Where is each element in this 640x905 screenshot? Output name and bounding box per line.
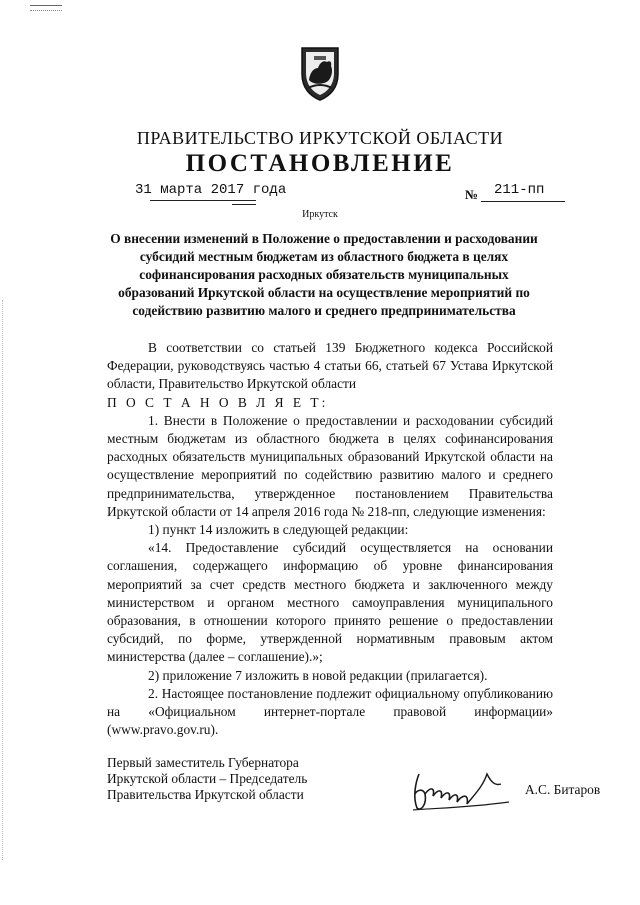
position-line-2: Иркутской области – Председатель <box>107 771 308 786</box>
body-paragraph-preamble: В соответствии со статьей 139 Бюджетного кодекса Российской Федерации, руководствуясь частью 4 статьи 66, статьей 67 Устава Иркутской области, Правительство Иркутской области <box>107 340 553 392</box>
body-paragraph-subitem-2: 2) приложение 7 изложить в новой редакции (прилагается). <box>148 667 488 683</box>
body-paragraph-item-1: 1. Внести в Положение о предоставлении и расходовании субсидий местным бюджетам из областного бюджета в целях софинансирования расходных обязательств муниципальных образований Иркутской области на осуществление мероприятий по содействию развитию малого и среднего предпринимательства, утвержденное постановлением Правительства Иркутской области от 14 апреля 2016 года № 218-пп, следующие изменения: <box>107 412 553 519</box>
position-line-1: Первый заместитель Губернатора <box>107 755 299 770</box>
position-line-3: Правительства Иркутской области <box>107 787 304 802</box>
body-paragraph-item-2: 2. Настоящее постановление подлежит официальному опубликованию на «Официальном интернет-портале правовой информации» (www.pravo.gov.ru). <box>107 685 553 738</box>
decree-word: П О С Т А Н О В Л Я Е Т: <box>107 394 329 410</box>
document-city: Иркутск <box>302 209 338 220</box>
signatory-name: А.С. Битаров <box>525 782 601 797</box>
number-underline <box>481 201 565 202</box>
coat-of-arms-icon <box>296 44 344 102</box>
body-paragraph-quoted-point: «14. Предоставление субсидий осуществляется на основании соглашения, содержащего информацию об уровне финансирования мероприятий за счет средств местного бюджета и заключенного между министерством и органом местного самоуправления муниципального образования, в отношении которого принято решение о предоставлении субсидий, по форме, утвержденной нормативным правовым актом министерства (далее – соглашение).»; <box>107 540 553 665</box>
date-underline <box>150 200 256 201</box>
date-underline-secondary <box>232 204 256 205</box>
document-heading: О внесении изменений в Положение о предоставлении и расходовании субсидий местным бюджетам из областного бюджета в целях софинансирования расходных обязательств муниципальных образований Иркутской области на осуществление мероприятий по содействию развитию малого и среднего предпринимательства <box>110 231 538 318</box>
handwritten-signature <box>405 764 517 816</box>
body-paragraph-subitem-1: 1) пункт 14 изложить в следующей редакции: <box>148 522 409 538</box>
scan-artifact <box>30 5 62 11</box>
signatory-position <box>107 755 307 803</box>
scan-edge-artifact <box>2 300 4 860</box>
document-body <box>107 339 553 739</box>
document-number: 211-пп <box>494 182 545 198</box>
document-type-title: ПОСТАНОВЛЕНИЕ <box>185 150 455 177</box>
number-sign: № <box>465 187 479 202</box>
document-date: 31 марта 2017 года <box>135 182 287 198</box>
government-name: ПРАВИТЕЛЬСТВО ИРКУТСКОЙ ОБЛАСТИ <box>136 128 504 148</box>
